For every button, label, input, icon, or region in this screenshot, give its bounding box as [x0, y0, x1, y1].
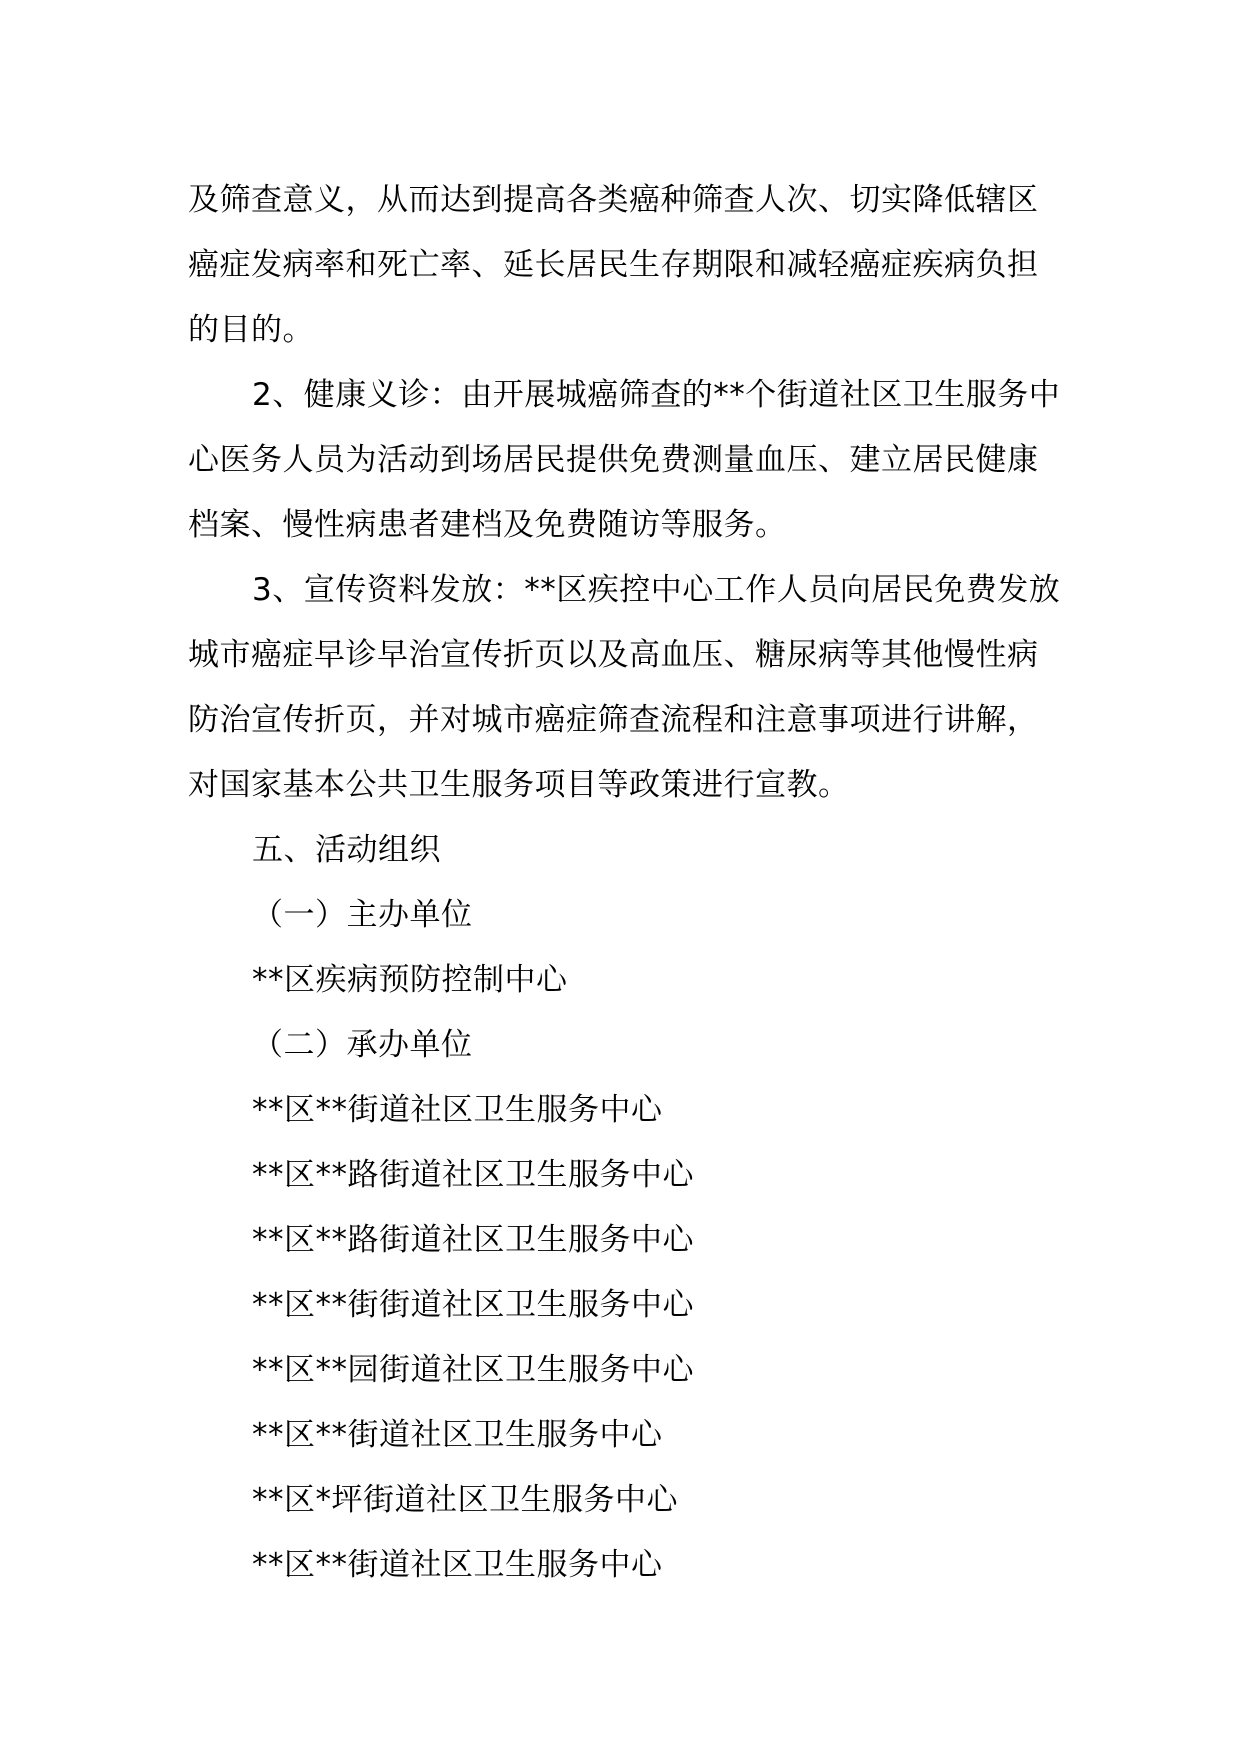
document-body — [188, 168, 1060, 1598]
organizer-item: **区**街道社区卫生服务中心 — [252, 1092, 663, 1128]
section-heading: 五、活动组织 — [252, 832, 441, 868]
organizer-heading: （二）承办单位 — [252, 1027, 473, 1063]
organizer-item: **区**街道社区卫生服务中心 — [252, 1417, 663, 1453]
organizer-item: **区**街道社区卫生服务中心 — [252, 1547, 663, 1583]
text-line: 城市癌症早诊早治宣传折页以及高血压、糖尿病等其他慢性病 — [188, 637, 1039, 673]
host-heading: （一）主办单位 — [252, 897, 473, 933]
text-line: 癌症发病率和死亡率、延长居民生存期限和减轻癌症疾病负担 — [188, 247, 1039, 283]
organizer-item: **区**园街道社区卫生服务中心 — [252, 1352, 694, 1388]
paragraph-health-clinic — [188, 363, 1060, 558]
organizer-item: **区**路街道社区卫生服务中心 — [252, 1157, 694, 1193]
text-line: 3、宣传资料发放：**区疾控中心工作人员向居民免费发放 — [252, 572, 1061, 608]
organizer-item: **区**路街道社区卫生服务中心 — [252, 1222, 694, 1258]
organizer-list — [188, 1078, 1060, 1598]
text-line: 及筛查意义，从而达到提高各类癌种筛查人次、切实降低辖区 — [188, 182, 1039, 218]
organizer-item: **区**街街道社区卫生服务中心 — [252, 1287, 694, 1323]
text-line: 的目的。 — [188, 312, 314, 348]
text-line: 对国家基本公共卫生服务项目等政策进行宣教。 — [188, 767, 850, 803]
paragraph-continued-purpose — [188, 168, 1060, 363]
text-line: 防治宣传折页，并对城市癌症筛查流程和注意事项进行讲解， — [188, 702, 1039, 738]
text-line: 2、健康义诊：由开展城癌筛查的**个街道社区卫生服务中 — [252, 377, 1061, 413]
organizer-item: **区*坪街道社区卫生服务中心 — [252, 1482, 678, 1518]
text-line: 心医务人员为活动到场居民提供免费测量血压、建立居民健康 — [188, 442, 1039, 478]
host-unit: **区疾病预防控制中心 — [252, 962, 568, 998]
paragraph-materials-distribution — [188, 558, 1060, 818]
text-line: 档案、慢性病患者建档及免费随访等服务。 — [188, 507, 787, 543]
